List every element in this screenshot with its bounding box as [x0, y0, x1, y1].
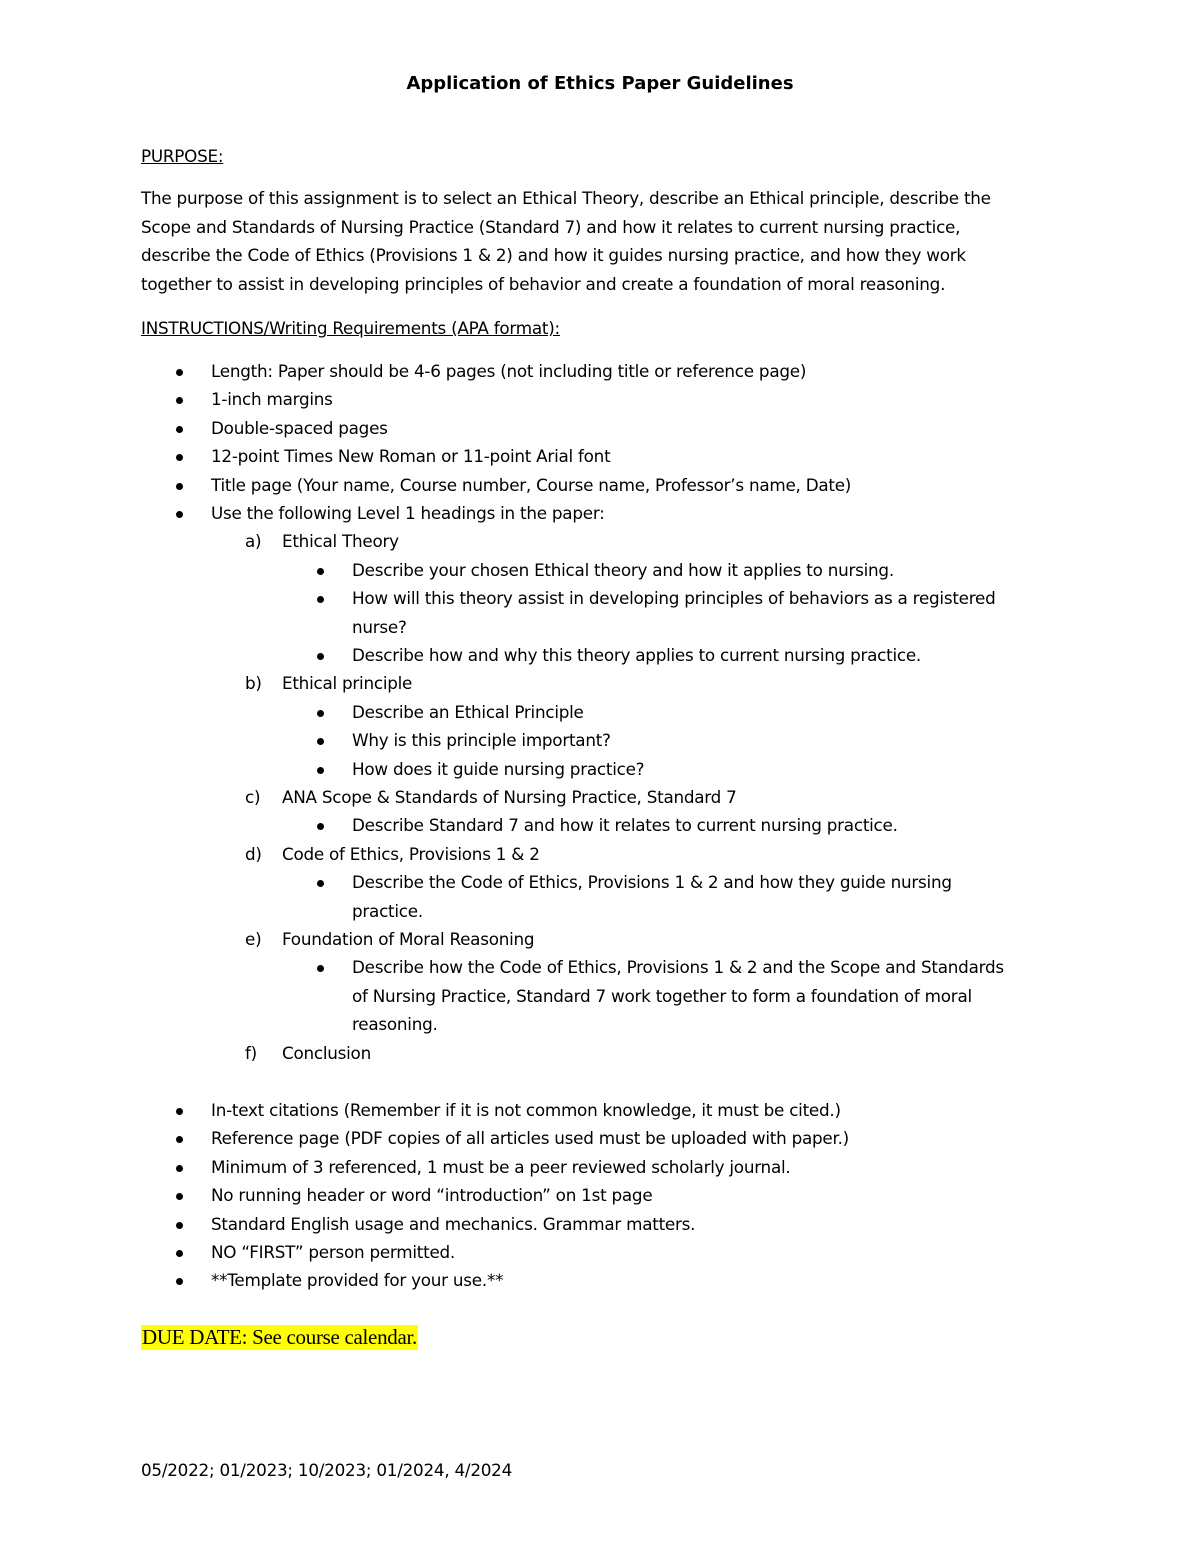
- bullet-icon: [176, 1278, 183, 1285]
- heading-label: ANA Scope & Standards of Nursing Practice, Standard 7: [282, 787, 737, 807]
- sub-requirement-item: How will this theory assist in developing principles of behaviors as a registered: [352, 588, 996, 609]
- purpose-line: The purpose of this assignment is to select an Ethical Theory, describe an Ethical principle, describe the: [141, 188, 991, 208]
- heading-marker: e): [245, 929, 262, 949]
- requirement-item: Reference page (PDF copies of all articles used must be uploaded with paper.): [211, 1128, 849, 1149]
- requirement-item: In-text citations (Remember if it is not common knowledge, it must be cited.): [211, 1100, 841, 1120]
- bullet-icon: [317, 880, 324, 887]
- requirement-item: **Template provided for your use.**: [211, 1270, 504, 1291]
- bullet-icon: [317, 596, 324, 603]
- requirement-item: Standard English usage and mechanics. Grammar matters.: [211, 1213, 696, 1234]
- requirement-item: Double-spaced pages: [211, 417, 388, 438]
- sub-requirement-item: Describe Standard 7 and how it relates to current nursing practice.: [352, 815, 898, 836]
- bullet-icon: [317, 767, 324, 774]
- sub-requirement-item: Describe your chosen Ethical theory and how it applies to nursing.: [352, 559, 894, 580]
- purpose-heading: PURPOSE:: [141, 146, 224, 166]
- page-title: Application of Ethics Paper Guidelines: [406, 73, 794, 94]
- bullet-icon: [176, 454, 183, 461]
- heading-label: Ethical principle: [282, 673, 413, 694]
- requirement-item: NO “FIRST” person permitted.: [211, 1242, 456, 1262]
- bullet-icon: [317, 568, 324, 575]
- requirement-item: Use the following Level 1 headings in the paper:: [211, 503, 605, 523]
- heading-label: Foundation of Moral Reasoning: [282, 929, 535, 949]
- bullet-icon: [176, 426, 183, 433]
- requirement-item: 12-point Times New Roman or 11-point Arial font: [211, 446, 611, 467]
- bullet-icon: [176, 1108, 183, 1115]
- sub-requirement-item: of Nursing Practice, Standard 7 work together to form a foundation of moral: [352, 985, 972, 1006]
- sub-requirement-item: Why is this principle important?: [352, 730, 611, 751]
- bullet-icon: [317, 965, 324, 972]
- heading-marker: f): [245, 1042, 257, 1063]
- requirement-item: No running header or word “introduction” on 1st page: [211, 1185, 653, 1206]
- bullet-icon: [317, 738, 324, 745]
- purpose-line: together to assist in developing principles of behavior and create a foundation of moral reasoning.: [141, 273, 946, 294]
- bullet-icon: [176, 483, 183, 490]
- sub-requirement-item: Describe the Code of Ethics, Provisions 1 & 2 and how they guide nursing: [352, 872, 952, 893]
- heading-marker: b): [245, 673, 262, 694]
- bullet-icon: [176, 1193, 183, 1200]
- heading-label: Ethical Theory: [282, 531, 399, 552]
- bullet-icon: [176, 1165, 183, 1172]
- sub-requirement-item: Describe how and why this theory applies to current nursing practice.: [352, 645, 922, 665]
- requirement-item: 1-inch margins: [211, 389, 333, 410]
- bullet-icon: [176, 397, 183, 404]
- sub-requirement-item: reasoning.: [352, 1014, 438, 1035]
- revision-dates-footer: 05/2022; 01/2023; 10/2023; 01/2024, 4/2024: [141, 1460, 513, 1480]
- bullet-icon: [317, 823, 324, 830]
- heading-label: Conclusion: [282, 1042, 371, 1063]
- due-date: DUE DATE: See course calendar.: [142, 1325, 417, 1349]
- bullet-icon: [176, 1250, 183, 1257]
- bullet-icon: [176, 1222, 183, 1229]
- heading-marker: d): [245, 843, 262, 864]
- sub-requirement-item: nurse?: [352, 616, 407, 637]
- requirement-item: Minimum of 3 referenced, 1 must be a peer reviewed scholarly journal.: [211, 1156, 791, 1177]
- bullet-icon: [176, 369, 183, 376]
- bullet-icon: [317, 710, 324, 717]
- purpose-line: Scope and Standards of Nursing Practice (Standard 7) and how it relates to current nursing practice,: [141, 216, 961, 237]
- purpose-line: describe the Code of Ethics (Provisions 1 & 2) and how it guides nursing practice, and how they work: [141, 245, 966, 265]
- bullet-icon: [176, 511, 183, 518]
- requirement-item: Title page (Your name, Course number, Course name, Professor’s name, Date): [211, 474, 852, 495]
- sub-requirement-item: practice.: [352, 900, 423, 921]
- heading-marker: a): [245, 531, 262, 552]
- sub-requirement-item: Describe an Ethical Principle: [352, 701, 584, 722]
- sub-requirement-item: Describe how the Code of Ethics, Provisions 1 & 2 and the Scope and Standards: [352, 957, 1004, 978]
- bullet-icon: [176, 1136, 183, 1143]
- heading-label: Code of Ethics, Provisions 1 & 2: [282, 843, 540, 864]
- bullet-icon: [317, 653, 324, 660]
- heading-marker: c): [245, 787, 261, 807]
- sub-requirement-item: How does it guide nursing practice?: [352, 758, 645, 779]
- requirement-item: Length: Paper should be 4-6 pages (not including title or reference page): [211, 361, 807, 381]
- instructions-heading: INSTRUCTIONS/Writing Requirements (APA format):: [141, 318, 560, 338]
